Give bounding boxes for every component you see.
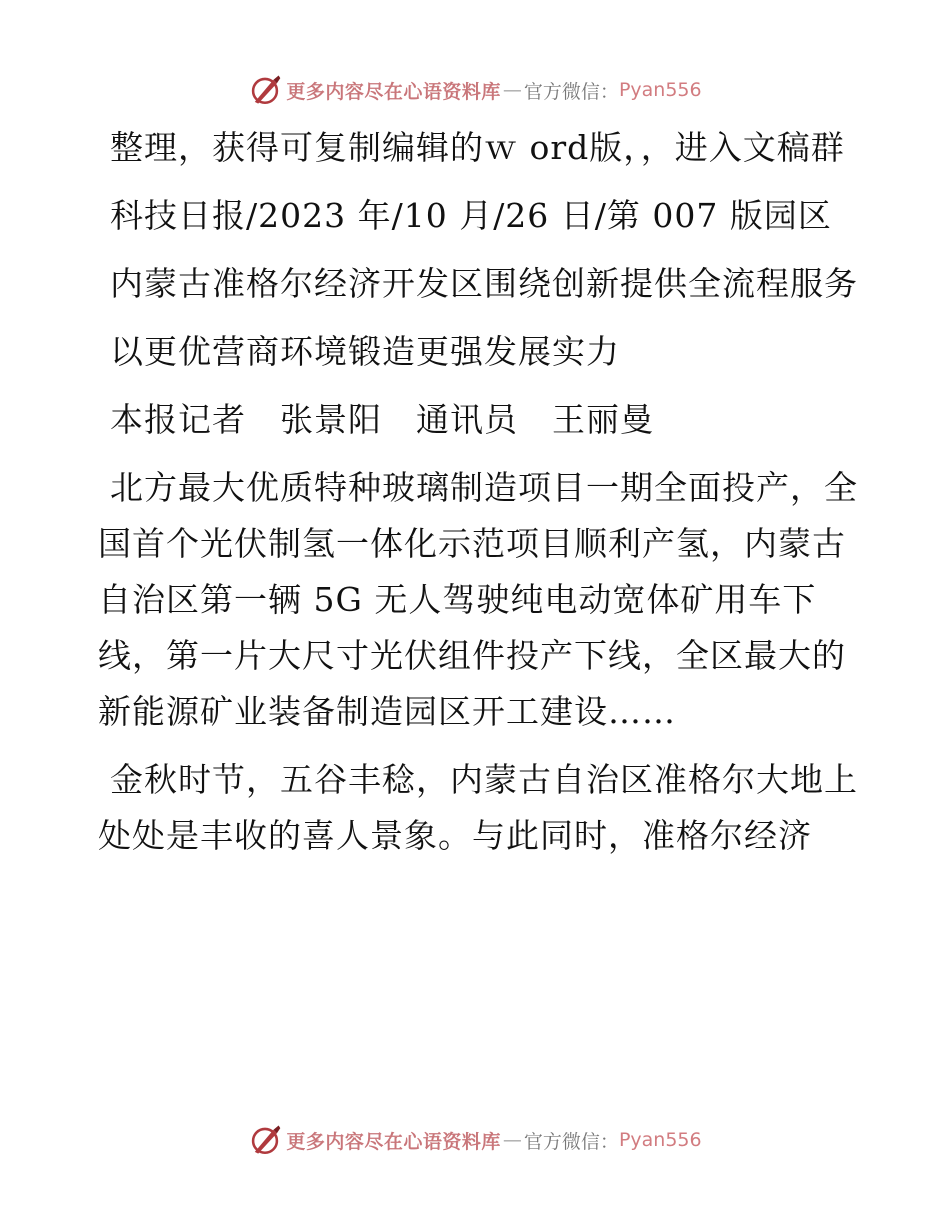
banner-wechat-label: 官方微信：: [523, 80, 619, 103]
banner-title: 更多内容尽在心语资料库: [286, 80, 501, 103]
paragraph-subheadline: 以更优营商环境锻造更强发展实力: [110, 332, 620, 371]
pen-logo-icon: [248, 73, 282, 107]
banner-title: 更多内容尽在心语资料库: [286, 1130, 501, 1153]
paragraph-byline: 本报记者 张景阳 通讯员 王丽曼: [110, 400, 654, 439]
document-body: [98, 120, 858, 876]
banner-wechat-handle: Pyan556: [618, 1129, 702, 1151]
header-banner: [0, 70, 950, 110]
paragraph-body-1: 北方最大优质特种玻璃制造项目一期全面投产，全国首个光伏制氢一体化示范项目顺利产氢，内蒙古自治区第一辆 5G 无人驾驶纯电动宽体矿用车下线，第一片大尺寸光伏组件投产下线，全区最大的新能源矿业装备制造园区开工建设……: [98, 468, 858, 731]
paragraph-intro: 整理，获得可复制编辑的ｗ ord版，，进入文稿群: [110, 128, 845, 167]
banner-wechat-handle: Pyan556: [618, 79, 702, 101]
footer-banner: [0, 1120, 950, 1160]
paragraph-headline: 内蒙古准格尔经济开发区围绕创新提供全流程服务: [110, 264, 858, 303]
paragraph-source: 科技日报/2023 年/10 月/26 日/第 007 版园区: [110, 196, 832, 235]
banner-separator: —: [502, 79, 522, 101]
paragraph-body-2: 金秋时节，五谷丰稔，内蒙古自治区准格尔大地上处处是丰收的喜人景象。与此同时，准格尔经济: [98, 760, 858, 855]
banner-separator: —: [502, 1129, 522, 1151]
banner-wechat-label: 官方微信：: [523, 1130, 619, 1153]
pen-logo-icon: [248, 1123, 282, 1157]
